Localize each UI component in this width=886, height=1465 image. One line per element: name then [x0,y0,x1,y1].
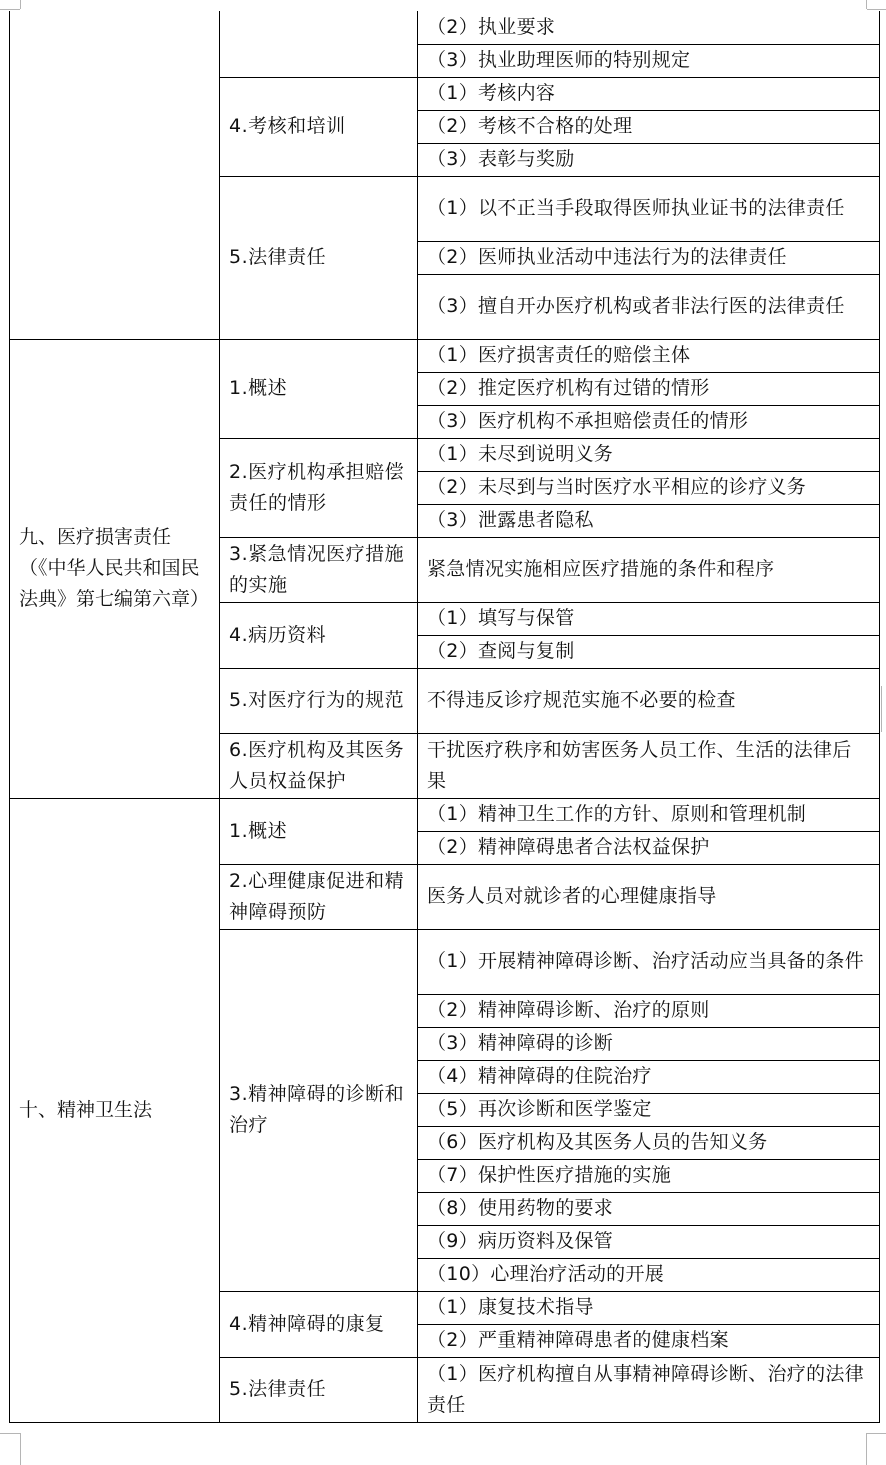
page-corner-mark [866,0,867,9]
table-row [10,339,880,372]
key-point-cell: （1）精神卫生工作的方针、原则和管理机制 [418,798,880,831]
unit-title-cell: 3.紧急情况医疗措施的实施 [220,537,418,602]
key-point-cell: （2）精神障碍患者合法权益保护 [418,831,880,864]
syllabus-table [9,11,880,1423]
unit-title-cell [220,11,418,77]
unit-title-cell: 2.医疗机构承担赔偿责任的情形 [220,438,418,537]
key-point-cell: （1）考核内容 [418,77,880,110]
key-point-cell: 紧急情况实施相应医疗措施的条件和程序 [418,537,880,602]
key-point-cell: （2）执业要求 [418,11,880,44]
key-point-cell: （2）严重精神障碍患者的健康档案 [418,1324,880,1357]
key-point-cell: （3）执业助理医师的特别规定 [418,44,880,77]
key-point-cell: （7）保护性医疗措施的实施 [418,1159,880,1192]
unit-title-cell: 4.精神障碍的康复 [220,1291,418,1357]
unit-title-cell: 1.概述 [220,339,418,438]
key-point-cell: （3）泄露患者隐私 [418,504,880,537]
key-point-cell: （6）医疗机构及其医务人员的告知义务 [418,1126,880,1159]
key-point-cell: （1）填写与保管 [418,602,880,635]
unit-title-cell: 3.精神障碍的诊断和治疗 [220,929,418,1291]
page-corner-mark [0,1433,20,1434]
unit-title-cell: 2.心理健康促进和精神障碍预防 [220,864,418,929]
unit-title-cell: 4.病历资料 [220,602,418,668]
unit-title-cell: 5.法律责任 [220,1357,418,1422]
key-point-cell: （8）使用药物的要求 [418,1192,880,1225]
key-point-cell: （2）精神障碍诊断、治疗的原则 [418,994,880,1027]
unit-title-cell: 5.法律责任 [220,176,418,339]
page-corner-mark [867,1433,886,1434]
key-point-cell: （2）医师执业活动中违法行为的法律责任 [418,241,880,274]
page-corner-mark [866,1433,867,1465]
key-point-cell: 不得违反诊疗规范实施不必要的检查 [418,668,880,733]
unit-title-cell: 6.医疗机构及其医务人员权益保护 [220,733,418,798]
key-point-cell: （5）再次诊断和医学鉴定 [418,1093,880,1126]
key-point-cell: （10）心理治疗活动的开展 [418,1258,880,1291]
key-point-cell: （1）康复技术指导 [418,1291,880,1324]
syllabus-body [10,11,880,1422]
key-point-cell: （1）医疗机构擅自从事精神障碍诊断、治疗的法律责任 [418,1357,880,1422]
table-row [10,11,880,44]
key-point-cell: （9）病历资料及保管 [418,1225,880,1258]
key-point-cell: （1）医疗损害责任的赔偿主体 [418,339,880,372]
table-row [10,798,880,831]
unit-title-cell: 1.概述 [220,798,418,864]
key-point-cell: （2）推定医疗机构有过错的情形 [418,372,880,405]
key-point-cell: （1）未尽到说明义务 [418,438,880,471]
chapter-title-cell: 十、精神卫生法 [10,798,220,1422]
key-point-cell: （3）擅自开办医疗机构或者非法行医的法律责任 [418,274,880,339]
chapter-title-cell: 九、医疗损害责任（《中华人民共和国民法典》第七编第六章） [10,339,220,798]
key-point-cell: （3）精神障碍的诊断 [418,1027,880,1060]
key-point-cell: （3）医疗机构不承担赔偿责任的情形 [418,405,880,438]
key-point-cell: （3）表彰与奖励 [418,143,880,176]
unit-title-cell: 5.对医疗行为的规范 [220,668,418,733]
key-point-cell: （1）开展精神障碍诊断、治疗活动应当具备的条件 [418,929,880,994]
chapter-title-cell [10,11,220,339]
page-corner-mark [20,1433,21,1465]
key-point-cell: （1）以不正当手段取得医师执业证书的法律责任 [418,176,880,241]
page-corner-mark [0,9,20,10]
key-point-cell: （2）查阅与复制 [418,635,880,668]
key-point-cell: （2）未尽到与当时医疗水平相应的诊疗义务 [418,471,880,504]
page-corner-mark [20,0,21,9]
key-point-cell: 医务人员对就诊者的心理健康指导 [418,864,880,929]
key-point-cell: 干扰医疗秩序和妨害医务人员工作、生活的法律后果 [418,733,880,798]
page-corner-mark [867,9,886,10]
key-point-cell: （2）考核不合格的处理 [418,110,880,143]
key-point-cell: （4）精神障碍的住院治疗 [418,1060,880,1093]
unit-title-cell: 4.考核和培训 [220,77,418,176]
page-corner-mark [881,686,882,732]
